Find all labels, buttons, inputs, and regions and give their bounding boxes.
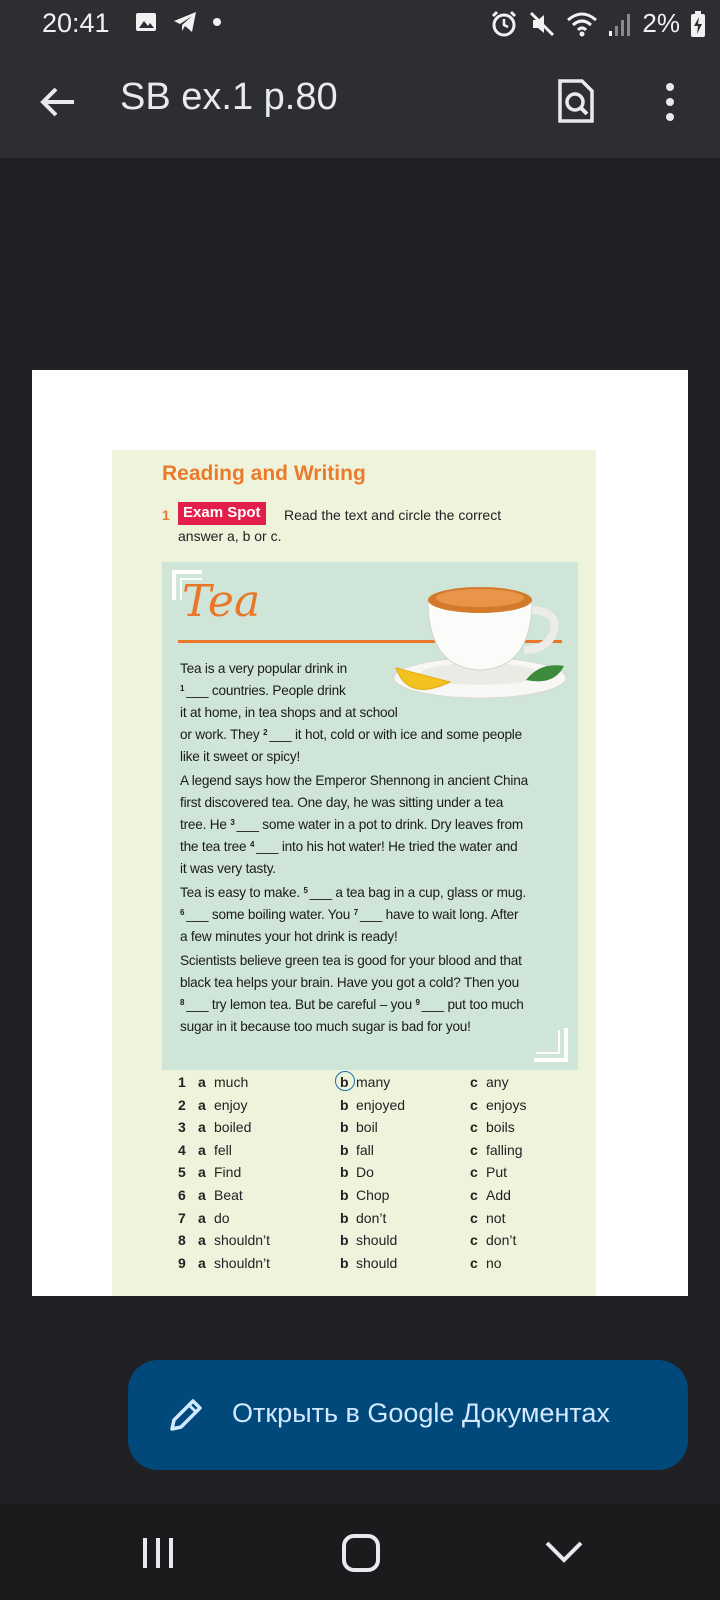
text-line: Scientists believe green tea is good for your blood and that	[180, 953, 522, 968]
instruction-line-1: Read the text and circle the correct	[284, 507, 502, 523]
exam-spot-badge: Exam Spot	[178, 502, 266, 525]
answer-row: 7 a do b don’t c not	[178, 1209, 506, 1226]
answer-options	[178, 1072, 578, 1275]
gallery-icon	[134, 10, 158, 34]
pencil-icon	[166, 1395, 206, 1435]
exercise-number: 1	[162, 507, 170, 523]
text-line: a few minutes your hot drink is ready!	[180, 929, 398, 944]
document-title: SB ex.1 p.80	[120, 76, 338, 118]
dot-icon	[212, 17, 222, 27]
mute-icon	[528, 10, 556, 38]
answer-row: 4 a fell b fall c falling	[178, 1141, 523, 1158]
text-line: the tea tree $^4$ ___ into his hot water! He tried the water and	[180, 839, 518, 854]
paragraph-3	[180, 882, 526, 948]
document-page[interactable]	[32, 370, 688, 1296]
frame-corner	[536, 1030, 560, 1054]
text-line: it was very tasty.	[180, 861, 276, 876]
text-line: Tea is easy to make. $^5$ ___ a tea bag in a cup, glass or mug.	[180, 885, 527, 900]
answer-row: 1 a much b many c any	[178, 1072, 578, 1095]
section-title: Reading and Writing	[162, 462, 366, 485]
text-line: first discovered tea. One day, he was sitting under a tea	[180, 795, 504, 810]
instruction-line-2: answer a, b or c.	[178, 528, 282, 544]
status-bar	[0, 0, 720, 48]
status-time: 20:41	[42, 8, 110, 38]
battery-percent: 2%	[642, 8, 680, 38]
text-line: sugar in it because too much sugar is bad for you!	[180, 1019, 471, 1034]
paragraph-2	[180, 770, 528, 880]
answer-row: 8 a shouldn’t b should c don’t	[178, 1232, 517, 1249]
app-bar	[0, 48, 720, 158]
text-line: like it sweet or spicy!	[180, 749, 301, 764]
wifi-icon	[566, 10, 598, 38]
text-line: Tea is a very popular drink in	[180, 661, 348, 676]
text-line: $^6$ ___ some boiling water. You $^7$ ___ have to wait long. After	[180, 907, 519, 922]
home-icon[interactable]	[342, 1534, 380, 1572]
text-title: Tea	[182, 576, 261, 627]
text-line: or work. They $^2$ ___ it hot, cold or with ice and some people	[180, 727, 522, 742]
recent-apps-icon[interactable]	[140, 1536, 176, 1570]
arrow-back-icon[interactable]	[34, 78, 82, 126]
text-line: black tea helps your brain. Have you got a cold? Then you	[180, 975, 519, 990]
answer-row: 9 a shouldn’t b should c no	[178, 1254, 502, 1271]
open-button-label: Открыть в Google Документах	[232, 1398, 610, 1428]
more-vert-icon[interactable]	[660, 82, 680, 122]
text-line: A legend says how the Emperor Shennong in ancient China	[180, 773, 528, 788]
textbook-sheet	[112, 450, 596, 1296]
battery-charging-icon	[690, 10, 706, 38]
text-line: tree. He $^3$ ___ some water in a pot to drink. Dry leaves from	[180, 817, 523, 832]
alarm-icon	[490, 10, 518, 38]
open-in-google-docs-button[interactable]	[128, 1360, 688, 1470]
reading-text-box	[162, 562, 578, 1070]
answer-row: 3 a boiled b boil c boils	[178, 1119, 515, 1136]
answer-row: 6 a Beat b Chop c Add	[178, 1186, 511, 1203]
answer-row: 5 a Find b Do c Put	[178, 1164, 508, 1181]
answer-row: 2 a enjoy b enjoyed c enjoys	[178, 1096, 527, 1113]
paragraph-1	[180, 658, 522, 768]
text-line: $^8$ ___ try lemon tea. But be careful – you $^9$ ___ put too much	[180, 997, 524, 1012]
back-chevron-icon[interactable]	[544, 1538, 584, 1566]
telegram-icon	[172, 10, 198, 34]
find-in-page-icon[interactable]	[556, 78, 596, 124]
paragraph-4	[180, 950, 524, 1038]
navigation-bar	[0, 1504, 720, 1600]
text-line: $^1$ ___ countries. People drink	[180, 683, 346, 698]
signal-icon	[608, 11, 632, 37]
text-line: it at home, in tea shops and at school	[180, 705, 398, 720]
